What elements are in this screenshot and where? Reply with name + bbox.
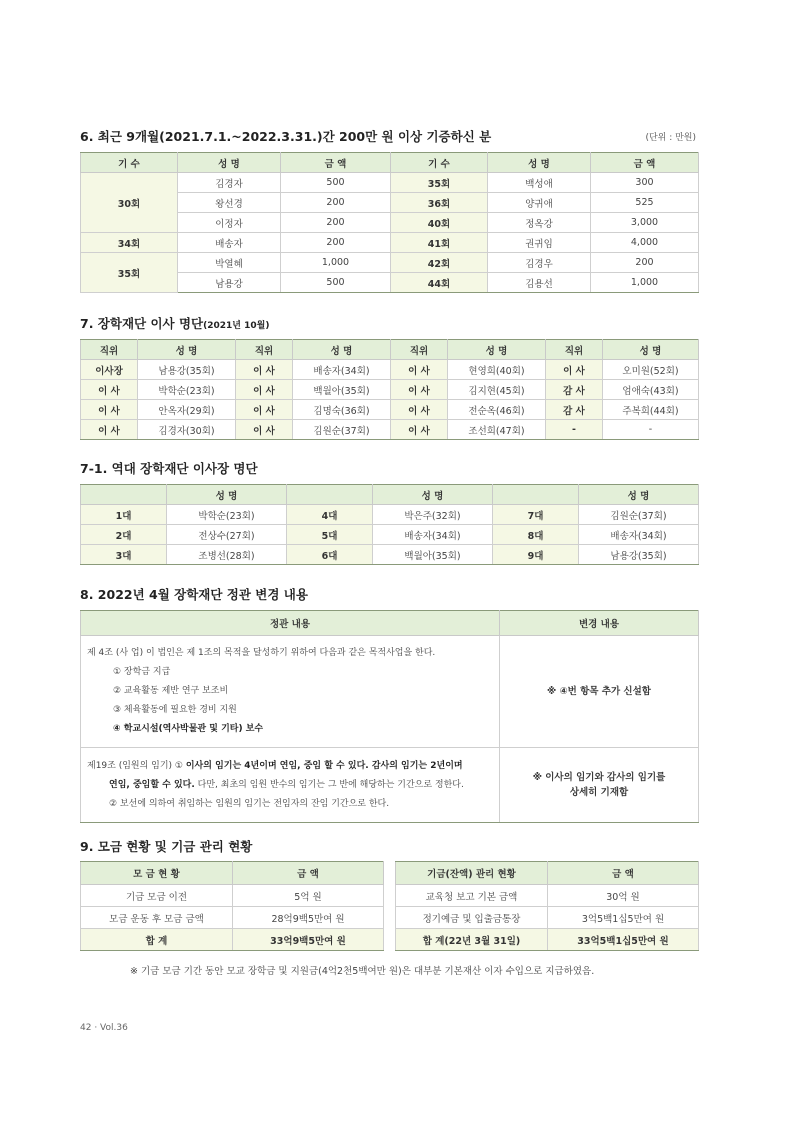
total-row (81, 929, 384, 951)
term-cell: 6대 (287, 545, 373, 565)
name-cell: 김경자(30회) (138, 420, 236, 440)
header-cell: 성 명 (373, 485, 493, 505)
article-line: ② 보선에 의하여 취임하는 임원의 임기는 전임자의 잔임 기간으로 한다. (109, 798, 390, 809)
header-cell: 직위 (546, 340, 603, 360)
amount-cell: 1,000 (281, 253, 391, 273)
amount-cell: 200 (281, 193, 391, 213)
table-row (81, 253, 699, 273)
table-row (81, 636, 699, 748)
name-cell: 권귀임 (488, 233, 591, 253)
name-cell: 백월아(35회) (373, 545, 493, 565)
table-row (81, 400, 699, 420)
term-cell: 2대 (81, 525, 167, 545)
generation-cell: 40회 (391, 213, 488, 233)
name-cell: 박학순(23회) (167, 505, 287, 525)
section-7-title-date: (2021년 10월) (203, 321, 270, 331)
header-cell: 성 명 (293, 340, 391, 360)
name-cell: 박은주(32회) (373, 505, 493, 525)
position-cell: 이 사 (81, 400, 138, 420)
header-cell: 성 명 (603, 340, 699, 360)
amount-cell: 28억9백5만여 원 (233, 907, 384, 929)
name-cell: 김원순(37회) (293, 420, 391, 440)
position-cell: 이 사 (391, 420, 448, 440)
fund-management-table (395, 861, 699, 951)
name-cell: 주복희(44회) (603, 400, 699, 420)
label-cell: 기금 모금 이전 (81, 885, 233, 907)
generation-cell: 41회 (391, 233, 488, 253)
generation-cell: 30회 (81, 173, 178, 233)
articles-change-table (80, 610, 699, 823)
article-line: 제 4조 (사 업) 이 법인은 제 1조의 목적을 달성하기 위하여 다음과 같은 목적사업을 한다. (87, 648, 436, 658)
generation-cell: 34회 (81, 233, 178, 253)
article-line: ③ 체육활동에 필요한 경비 지원 (113, 705, 237, 715)
board-table (80, 339, 699, 440)
label-cell: 교육청 보고 기본 금액 (396, 885, 548, 907)
article-line: ④ 학교시설(역사박물관 및 기타) 보수 (113, 724, 264, 734)
header-cell: 기 수 (391, 153, 488, 173)
total-amount-cell: 33억5백1십5만여 원 (548, 929, 699, 951)
position-cell: 이 사 (391, 400, 448, 420)
header-cell: 성 명 (138, 340, 236, 360)
header-cell (81, 485, 167, 505)
table-row (81, 885, 384, 907)
label-cell: 정기예금 및 입출금통장 (396, 907, 548, 929)
name-cell: 배송자(34회) (579, 525, 699, 545)
position-cell: 이 사 (81, 420, 138, 440)
amount-cell: 200 (281, 233, 391, 253)
table-row (81, 420, 699, 440)
name-cell: 오미원(52회) (603, 360, 699, 380)
table-row (81, 360, 699, 380)
position-cell: 이 사 (546, 360, 603, 380)
generation-cell: 35회 (391, 173, 488, 193)
table-row (81, 505, 699, 525)
article-text: 다만, 최초의 임원 반수의 임기는 그 반에 해당하는 기간으로 정한다. (194, 779, 464, 790)
amount-cell: 1,000 (591, 273, 699, 293)
name-cell: 남용강(35회) (138, 360, 236, 380)
article-line (87, 757, 493, 776)
position-cell: 감 사 (546, 380, 603, 400)
articles-content-cell (81, 636, 500, 748)
header-cell: 변경 내용 (500, 611, 699, 636)
term-cell: 8대 (493, 525, 579, 545)
position-cell: 감 사 (546, 400, 603, 420)
header-cell: 직위 (236, 340, 293, 360)
position-cell: 이 사 (236, 400, 293, 420)
total-amount-cell: 33억9백5만여 원 (233, 929, 384, 951)
name-cell: 양귀애 (488, 193, 591, 213)
article-line (87, 776, 493, 795)
name-cell: 배송자(34회) (293, 360, 391, 380)
header-cell (493, 485, 579, 505)
term-cell: 7대 (493, 505, 579, 525)
section-7-title (80, 314, 269, 332)
name-cell: 조병선(28회) (167, 545, 287, 565)
position-cell: 이사장 (81, 360, 138, 380)
section-7-1-title: 7-1. 역대 장학재단 이사장 명단 (80, 461, 258, 476)
total-label-cell: 합 계(22년 3월 31일) (396, 929, 548, 951)
name-cell: 왕선경 (178, 193, 281, 213)
name-cell: 김지현(45회) (448, 380, 546, 400)
generation-cell: 44회 (391, 273, 488, 293)
header-cell: 기 수 (81, 153, 178, 173)
name-cell: 남용강 (178, 273, 281, 293)
header-cell: 성 명 (579, 485, 699, 505)
change-line: 상세히 기재함 (569, 787, 629, 798)
header-cell: 금 액 (233, 862, 384, 885)
amount-cell: 30억 원 (548, 885, 699, 907)
article-text-bold: 연임, 중임할 수 있다. (109, 779, 195, 790)
header-cell: 정관 내용 (81, 611, 500, 636)
amount-cell: 3억5백1십5만여 원 (548, 907, 699, 929)
name-cell: 백월아(35회) (293, 380, 391, 400)
change-content-cell (500, 748, 699, 823)
name-cell: 현영희(40회) (448, 360, 546, 380)
page-footer: 42 · Vol.36 (80, 1023, 128, 1033)
position-cell: 이 사 (236, 420, 293, 440)
section-7-title-main: 7. 장학재단 이사 명단 (80, 316, 204, 331)
change-content-cell: ※ ④번 항목 추가 신설함 (500, 636, 699, 748)
generation-cell: 36회 (391, 193, 488, 213)
header-cell: 모 금 현 황 (81, 862, 233, 885)
change-line: ※ 이사의 임기와 감사의 임기를 (532, 772, 666, 783)
table-row (81, 525, 699, 545)
table-row (81, 173, 699, 193)
table-row (81, 380, 699, 400)
table-row (81, 907, 384, 929)
term-cell: 1대 (81, 505, 167, 525)
position-cell: - (546, 420, 603, 440)
name-cell: 조선희(47회) (448, 420, 546, 440)
header-cell: 성 명 (167, 485, 287, 505)
amount-cell: 200 (591, 253, 699, 273)
position-cell: 이 사 (391, 380, 448, 400)
total-label-cell: 합 계 (81, 929, 233, 951)
name-cell: 김명숙(36회) (293, 400, 391, 420)
header-cell: 성 명 (448, 340, 546, 360)
amount-cell: 3,000 (591, 213, 699, 233)
section-6-title: 6. 최근 9개월(2021.7.1.~2022.3.31.)간 200만 원 이상 기증하신 분 (80, 129, 492, 144)
amount-cell: 5억 원 (233, 885, 384, 907)
term-cell: 4대 (287, 505, 373, 525)
name-cell: 배송자 (178, 233, 281, 253)
name-cell: 정옥강 (488, 213, 591, 233)
name-cell: 박학순(23회) (138, 380, 236, 400)
name-cell: 전상수(27회) (167, 525, 287, 545)
header-cell: 직위 (391, 340, 448, 360)
name-cell: 남용강(35회) (579, 545, 699, 565)
articles-content-cell (81, 748, 500, 823)
fund-note: ※ 기금 모금 기간 동안 모교 장학금 및 지원금(4억2천5백여만 원)은 대부분 기본재산 이자 수입으로 지급하였음. (130, 966, 595, 977)
name-cell: 김경우 (488, 253, 591, 273)
name-cell: 김용선 (488, 273, 591, 293)
article-line: ② 교육활동 제반 연구 보조비 (113, 686, 229, 696)
table-row (396, 907, 699, 929)
amount-cell: 500 (281, 273, 391, 293)
name-cell: 전순옥(46회) (448, 400, 546, 420)
name-cell: 이정자 (178, 213, 281, 233)
name-cell: 배송자(34회) (373, 525, 493, 545)
section-9-title: 9. 모금 현황 및 기금 관리 현황 (80, 839, 253, 854)
header-cell: 금 액 (591, 153, 699, 173)
position-cell: 이 사 (236, 380, 293, 400)
header-cell: 금 액 (548, 862, 699, 885)
table-row (81, 545, 699, 565)
total-row (396, 929, 699, 951)
header-cell: 성 명 (488, 153, 591, 173)
article-line: ① 장학금 지급 (113, 667, 171, 677)
table-row (396, 885, 699, 907)
name-cell: 백성애 (488, 173, 591, 193)
header-cell: 성 명 (178, 153, 281, 173)
donor-table (80, 152, 699, 293)
name-cell: 김원순(37회) (579, 505, 699, 525)
label-cell: 모금 운동 후 모금 금액 (81, 907, 233, 929)
name-cell: 박열혜 (178, 253, 281, 273)
amount-cell: 300 (591, 173, 699, 193)
term-cell: 3대 (81, 545, 167, 565)
term-cell: 9대 (493, 545, 579, 565)
amount-cell: 200 (281, 213, 391, 233)
header-cell: 기금(잔액) 관리 현황 (396, 862, 548, 885)
generation-cell: 42회 (391, 253, 488, 273)
table-row (81, 748, 699, 823)
name-cell: - (603, 420, 699, 440)
header-cell: 직위 (81, 340, 138, 360)
position-cell: 이 사 (236, 360, 293, 380)
name-cell: 엄애숙(43회) (603, 380, 699, 400)
position-cell: 이 사 (391, 360, 448, 380)
position-cell: 이 사 (81, 380, 138, 400)
amount-cell: 500 (281, 173, 391, 193)
unit-label: (단위 : 만원) (645, 133, 696, 143)
table-row (81, 233, 699, 253)
amount-cell: 525 (591, 193, 699, 213)
section-8-title: 8. 2022년 4월 장학재단 정관 변경 내용 (80, 587, 308, 602)
header-cell (287, 485, 373, 505)
article-text-bold: 이사의 임기는 4년이며 연임, 중임 할 수 있다. 감사의 임기는 2년이며 (185, 760, 463, 771)
article-text: 제19조 (임원의 임기) ① (87, 760, 186, 771)
fundraising-table (80, 861, 384, 951)
name-cell: 안옥자(29회) (138, 400, 236, 420)
amount-cell: 4,000 (591, 233, 699, 253)
name-cell: 김경자 (178, 173, 281, 193)
term-cell: 5대 (287, 525, 373, 545)
generation-cell: 35회 (81, 253, 178, 293)
chairman-history-table (80, 484, 699, 565)
header-cell: 금 액 (281, 153, 391, 173)
